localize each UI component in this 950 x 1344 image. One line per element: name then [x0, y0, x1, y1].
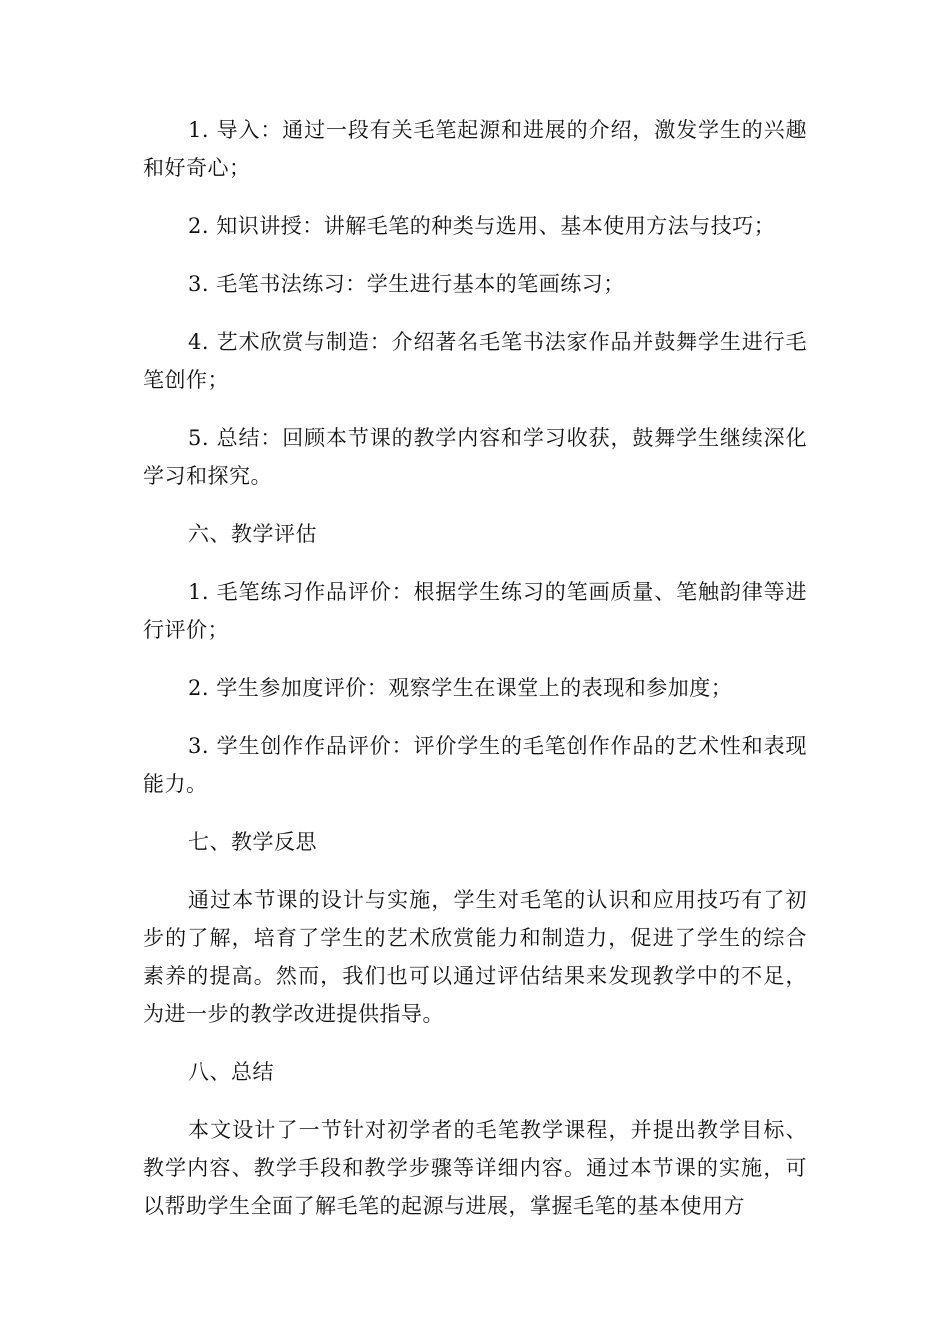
- evaluation-item-3: 3. 学生创作作品评价：评价学生的毛笔创作作品的艺术性和表现能力。: [143, 734, 807, 796]
- section-heading-evaluation: 六、教学评估: [188, 522, 317, 546]
- step-1-paragraph: 1. 导入：通过一段有关毛笔起源和进展的介绍，激发学生的兴趣和好奇心；: [143, 118, 807, 180]
- step-5-paragraph: 5. 总结：回顾本节课的教学内容和学习收获，鼓舞学生继续深化学习和探究。: [143, 426, 807, 488]
- reflection-paragraph: 通过本节课的设计与实施，学生对毛笔的认识和应用技巧有了初步的了解，培育了学生的艺术欣赏能力和制造力，促进了学生的综合素养的提高。然而，我们也可以通过评估结果来发现教学中的不足，为进一步的教学改进提供指导。: [143, 888, 807, 1026]
- evaluation-item-2: 2. 学生参加度评价：观察学生在课堂上的表现和参加度；: [188, 676, 733, 700]
- step-2-paragraph: 2. 知识讲授：讲解毛笔的种类与选用、基本使用方法与技巧；: [188, 214, 776, 238]
- section-heading-reflection: 七、教学反思: [188, 830, 317, 854]
- summary-paragraph: 本文设计了一节针对初学者的毛笔教学课程，并提出教学目标、教学内容、教学手段和教学步骤等详细内容。通过本节课的实施，可以帮助学生全面了解毛笔的起源与进展，掌握毛笔的基本使用方: [143, 1118, 807, 1218]
- evaluation-item-1: 1. 毛笔练习作品评价：根据学生练习的笔画质量、笔触韵律等进行评价；: [143, 580, 807, 642]
- step-4-paragraph: 4. 艺术欣赏与制造：介绍著名毛笔书法家作品并鼓舞学生进行毛笔创作；: [143, 330, 807, 392]
- step-3-paragraph: 3. 毛笔书法练习：学生进行基本的笔画练习；: [188, 272, 625, 296]
- document-body: [143, 111, 807, 1245]
- section-heading-summary: 八、总结: [188, 1060, 274, 1084]
